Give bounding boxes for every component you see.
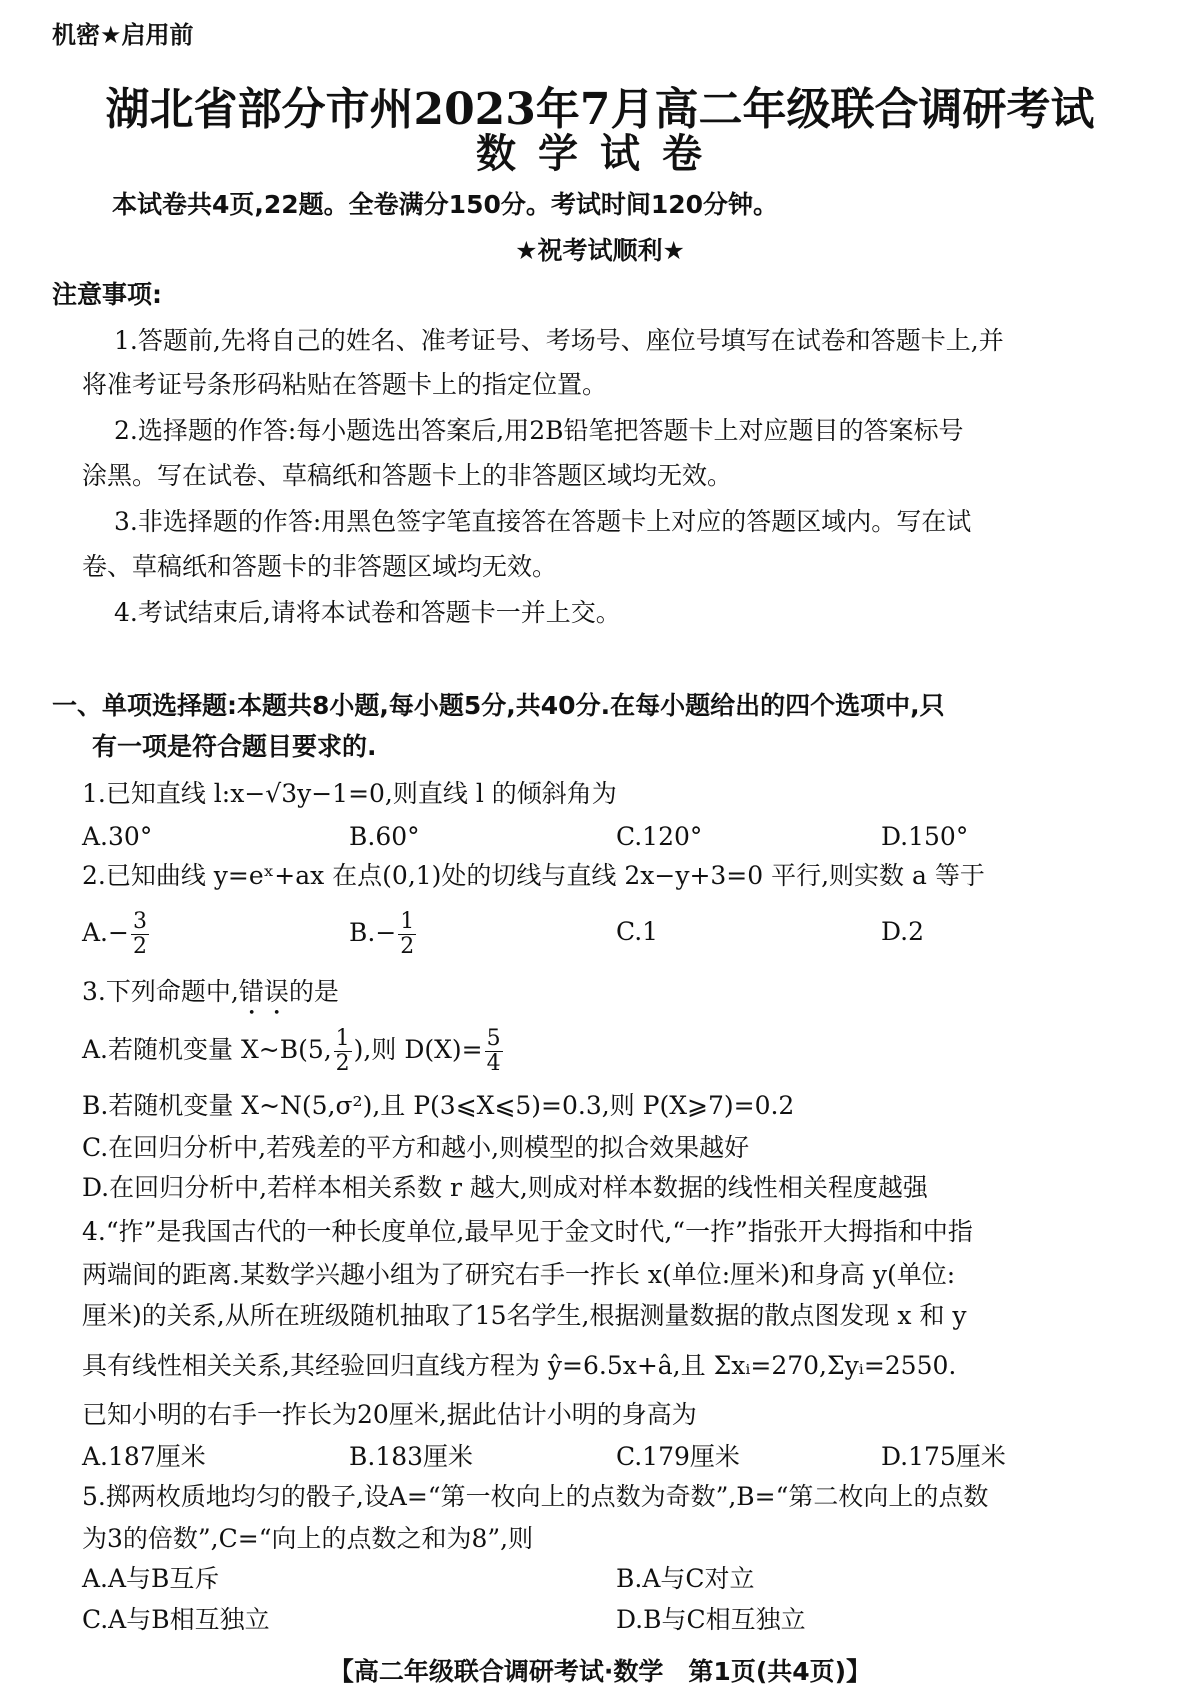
note-line: 3.非选择题的作答:用黑色签字笔直接答在答题卡上对应的答题区域内。写在试 — [114, 507, 972, 536]
denominator: 4 — [486, 1051, 501, 1076]
fraction — [398, 910, 416, 959]
numerator: 1 — [335, 1026, 350, 1051]
question-line: 具有线性相关关系,其经验回归直线方程为 ŷ=6.5x+â,且 Σxᵢ=270,Σyᵢ=2550. — [82, 1351, 957, 1380]
option-text: ),则 D(X)= — [353, 1035, 483, 1064]
fraction — [485, 1027, 503, 1076]
emphasized-text: 错误 — [238, 977, 289, 1006]
option-a: A.A与B互斥 — [82, 1564, 220, 1593]
option-b: B.183厘米 — [349, 1442, 474, 1471]
note-line: 卷、草稿纸和答题卡的非答题区域均无效。 — [82, 552, 558, 581]
fraction — [334, 1027, 352, 1076]
note-line: 涂黑。写在试卷、草稿纸和答题卡上的非答题区域均无效。 — [82, 461, 733, 490]
option-b: B.60° — [349, 822, 420, 851]
notes-heading: 注意事项: — [52, 280, 162, 309]
section-heading: 一、单项选择题:本题共8小题,每小题5分,共40分.在每小题给出的四个选项中,只 — [52, 691, 945, 720]
option-c: C.179厘米 — [616, 1442, 740, 1471]
option-c: C.A与B相互独立 — [82, 1605, 270, 1634]
exam-wish: ★祝考试顺利★ — [515, 236, 685, 265]
exam-info: 本试卷共4页,22题。全卷满分150分。考试时间120分钟。 — [112, 190, 779, 219]
section-heading-cont: 有一项是符合题目要求的. — [92, 732, 377, 761]
option-a — [82, 1022, 505, 1078]
page-footer: 【高二年级联合调研考试·数学 第1页(共4页)】 — [328, 1657, 872, 1686]
stem-text: 3.下列命题中, — [82, 977, 239, 1006]
exam-subtitle: 数学试卷 — [476, 130, 724, 177]
question-stem — [82, 977, 339, 1021]
option-c: C.在回归分析中,若残差的平方和越小,则模型的拟合效果越好 — [82, 1133, 750, 1162]
option-c: C.120° — [616, 822, 703, 851]
note-line: 将准考证号条形码粘贴在答题卡上的指定位置。 — [82, 370, 608, 399]
question-stem: 1.已知直线 l:x−√3y−1=0,则直线 l 的倾斜角为 — [82, 779, 617, 808]
confidential-label: 机密★启用前 — [52, 21, 194, 49]
option-label: A.− — [82, 918, 129, 947]
option-d: D.在回归分析中,若样本相关系数 r 越大,则成对样本数据的线性相关程度越强 — [82, 1173, 928, 1202]
option-b: B.A与C对立 — [616, 1564, 755, 1593]
numerator: 1 — [400, 909, 415, 934]
option-a: A.30° — [82, 822, 153, 851]
option-label: B.− — [349, 918, 397, 947]
option-d: D.150° — [881, 822, 969, 851]
option-b — [349, 905, 418, 961]
stem-text: 的是 — [288, 977, 339, 1006]
option-c: C.1 — [616, 917, 659, 946]
option-a: A.187厘米 — [82, 1442, 206, 1471]
numerator: 3 — [132, 909, 147, 934]
note-line: 1.答题前,先将自己的姓名、准考证号、考场号、座位号填写在试卷和答题卡上,并 — [114, 326, 1004, 355]
exam-title: 湖北省部分市州2023年7月高二年级联合调研考试 — [105, 84, 1095, 135]
option-d: D.2 — [881, 917, 925, 946]
note-line: 4.考试结束后,请将本试卷和答题卡一并上交。 — [114, 598, 621, 627]
question-line: 已知小明的右手一拃长为20厘米,据此估计小明的身高为 — [82, 1400, 697, 1429]
fraction — [131, 910, 149, 959]
question-line: 两端间的距离.某数学兴趣小组为了研究右手一拃长 x(单位:厘米)和身高 y(单位: — [82, 1260, 956, 1289]
option-text: A.若随机变量 X~B(5, — [82, 1035, 332, 1064]
denominator: 2 — [400, 934, 415, 959]
question-line: 4.“拃”是我国古代的一种长度单位,最早见于金文时代,“一拃”指张开大拇指和中指 — [82, 1217, 973, 1246]
question-line: 厘米)的关系,从所在班级随机抽取了15名学生,根据测量数据的散点图发现 x 和 y — [82, 1301, 967, 1330]
denominator: 2 — [335, 1051, 350, 1076]
question-line: 5.掷两枚质地均匀的骰子,设A=“第一枚向上的点数为奇数”,B=“第二枚向上的点数 — [82, 1482, 989, 1511]
question-line: 为3的倍数”,C=“向上的点数之和为8”,则 — [82, 1524, 534, 1553]
denominator: 2 — [132, 934, 147, 959]
note-line: 2.选择题的作答:每小题选出答案后,用2B铅笔把答题卡上对应题目的答案标号 — [114, 416, 964, 445]
option-b: B.若随机变量 X~N(5,σ²),且 P(3⩽X⩽5)=0.3,则 P(X⩾7)=0.2 — [82, 1091, 795, 1120]
option-d: D.175厘米 — [881, 1442, 1006, 1471]
question-stem: 2.已知曲线 y=eˣ+ax 在点(0,1)处的切线与直线 2x−y+3=0 平行,则实数 a 等于 — [82, 861, 985, 890]
numerator: 5 — [486, 1026, 501, 1051]
option-a — [82, 905, 151, 961]
option-d: D.B与C相互独立 — [616, 1605, 806, 1634]
